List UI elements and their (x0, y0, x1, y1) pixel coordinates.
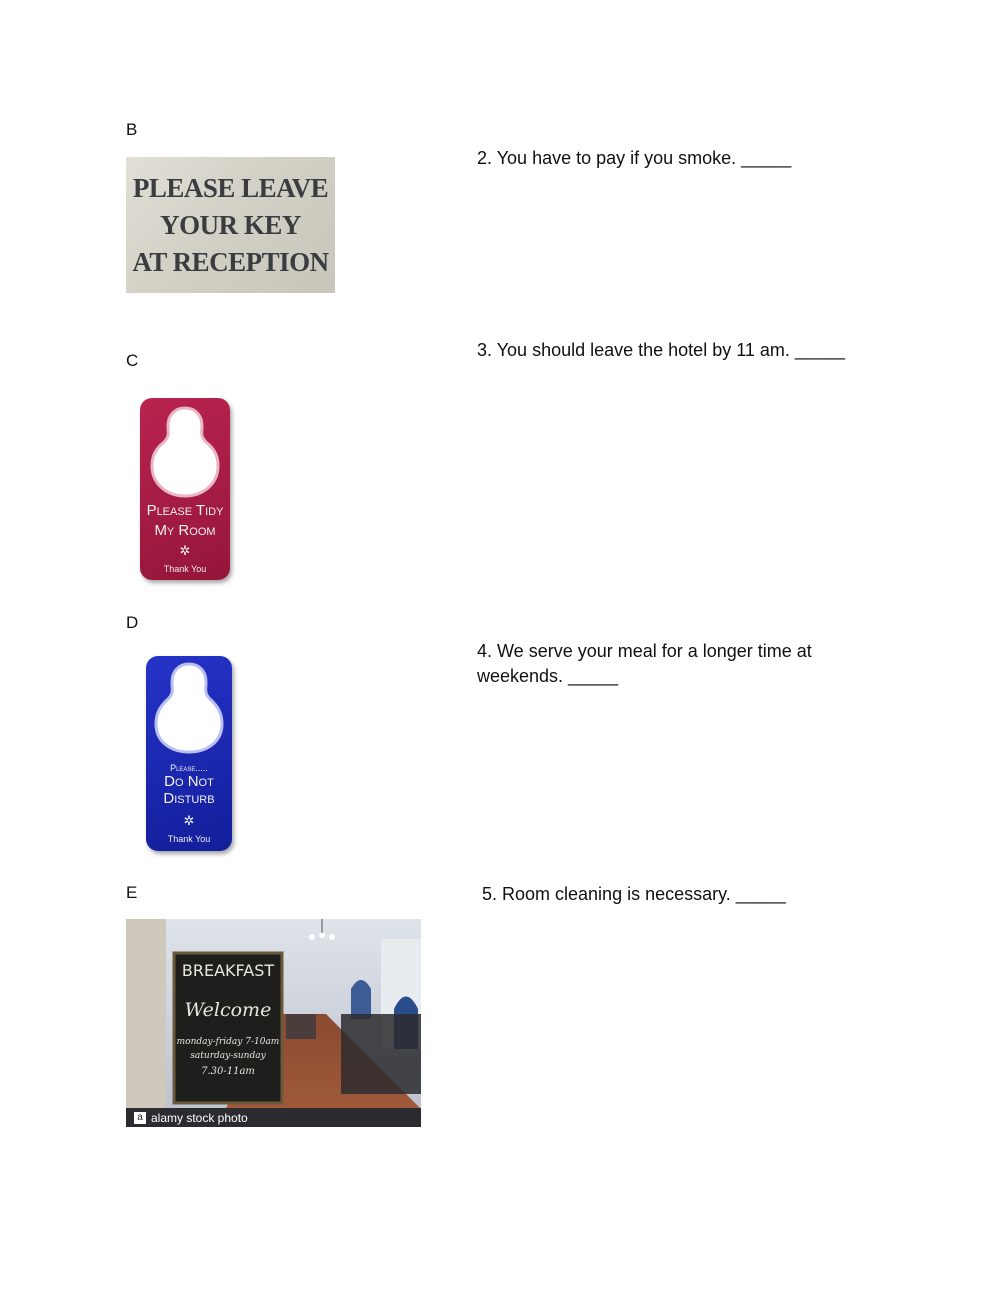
sign-line: YOUR KEY (160, 209, 301, 240)
hanger-line: Do Not (164, 773, 214, 790)
restaurant-scene-image (126, 919, 421, 1127)
question-2: 2. You have to pay if you smoke. _____ (477, 148, 792, 168)
hanger-line: Please Tidy (146, 502, 224, 519)
star-icon: ✲ (179, 543, 191, 558)
star-icon: ✲ (183, 813, 195, 828)
hanger-line: Please..... (170, 763, 208, 773)
board-title: BREAKFAST (181, 961, 275, 980)
breakfast-restaurant-photo (126, 919, 421, 1127)
hanger-thanks: Thank You (167, 834, 211, 844)
alamy-logo-icon: a (134, 1112, 146, 1124)
question-4: 4. We serve your meal for a longer time at weekends. _____ (477, 641, 812, 686)
tidy-room-door-hanger (140, 398, 230, 580)
question-3: 3. You should leave the hotel by 11 am. _____ (477, 340, 845, 360)
watermark-text: alamy stock photo (151, 1110, 248, 1125)
sign-line: PLEASE LEAVE (132, 172, 329, 203)
label-c: C (126, 351, 139, 370)
board-weekend-label: saturday-sunday (190, 1051, 266, 1061)
label-d: D (126, 613, 139, 632)
board-hours-weekday: monday-friday 7-10am (176, 1037, 280, 1047)
stock-photo-watermark (126, 1108, 421, 1127)
label-b: B (126, 120, 138, 139)
board-welcome: Welcome (184, 999, 272, 1021)
label-e: E (126, 883, 138, 902)
hanger-line: Disturb (163, 790, 215, 807)
board-hours-weekend: 7.30-11am (201, 1066, 255, 1077)
hanger-thanks: Thank You (163, 564, 207, 574)
sign-line: AT RECEPTION (132, 246, 329, 277)
do-not-disturb-door-hanger (146, 656, 232, 851)
hanger-line: My Room (154, 522, 216, 539)
question-5: 5. Room cleaning is necessary. _____ (482, 884, 786, 904)
key-reception-sign (126, 157, 335, 293)
